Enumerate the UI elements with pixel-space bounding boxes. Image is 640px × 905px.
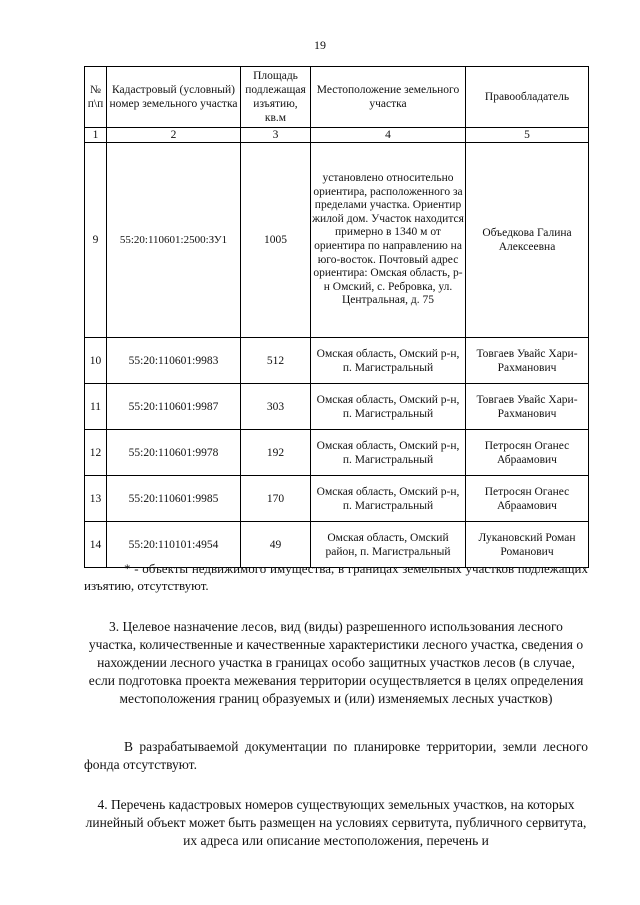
row-location: Омская область, Омский р-н, п. Магистральный bbox=[311, 430, 466, 476]
table-row bbox=[85, 476, 589, 522]
row-num: 13 bbox=[85, 476, 107, 522]
row-owner: Товгаев Увайс Хари-Рахманович bbox=[466, 384, 589, 430]
row-owner: Товгаев Увайс Хари-Рахманович bbox=[466, 338, 589, 384]
header-area: Площадь подлежащая изъятию, кв.м bbox=[241, 67, 311, 128]
row-area: 49 bbox=[241, 522, 311, 568]
row-cadastral: 55:20:110601:2500:ЗУ1 bbox=[107, 143, 241, 338]
section-3-text: В разрабатываемой документации по планировке территории, земли лесного фонда отсутствуют. bbox=[84, 739, 588, 772]
row-location: Омская область, Омский р-н, п. Магистральный bbox=[311, 338, 466, 384]
header-num: № п\п bbox=[85, 67, 107, 128]
row-num: 9 bbox=[85, 143, 107, 338]
row-cadastral: 55:20:110601:9985 bbox=[107, 476, 241, 522]
row-owner: Лукановский Роман Романович bbox=[466, 522, 589, 568]
row-location: Омская область, Омский р-н, п. Магистральный bbox=[311, 476, 466, 522]
column-number: 4 bbox=[311, 128, 466, 143]
row-owner: Петросян Оганес Абраамович bbox=[466, 476, 589, 522]
section-4-heading: 4. Перечень кадастровых номеров существующих земельных участков, на которых линейный объект может быть размещен на условиях сервитута, публичного сервитута, их адреса или описание местоположения, перечень и bbox=[85, 797, 587, 848]
row-num: 11 bbox=[85, 384, 107, 430]
row-location: установлено относительно ориентира, расположенного за пределами участка. Ориентир жилой дом. Участок находится примерно в 1340 м от ориентира по направлению на юго-восток. Почтовый адрес ориентира: Омская область, р-н Омский, с. Ребровка, ул. Центральная, д. 75 bbox=[311, 143, 466, 338]
table-row bbox=[85, 384, 589, 430]
row-num: 10 bbox=[85, 338, 107, 384]
section-3-heading: 3. Целевое назначение лесов, вид (виды) разрешенного использования лесного участка, количественные и качественные характеристики лесного участка, сведения о нахождении лесного участка в границах особо защитных участков лесов (в случае, если подготовка проекта межевания территории осуществляется в целях определения местоположения границ образуемых и (или) изменяемых лесных участков) bbox=[88, 619, 584, 706]
column-number: 5 bbox=[466, 128, 589, 143]
row-owner: Объедкова Галина Алексеевна bbox=[466, 143, 589, 338]
table-row bbox=[85, 338, 589, 384]
row-cadastral: 55:20:110601:9987 bbox=[107, 384, 241, 430]
page-number: 19 bbox=[314, 38, 326, 52]
header-owner: Правообладатель bbox=[466, 67, 589, 128]
row-num: 12 bbox=[85, 430, 107, 476]
row-area: 192 bbox=[241, 430, 311, 476]
row-num: 14 bbox=[85, 522, 107, 568]
row-cadastral: 55:20:110101:4954 bbox=[107, 522, 241, 568]
row-area: 1005 bbox=[241, 143, 311, 338]
row-area: 170 bbox=[241, 476, 311, 522]
table-row bbox=[85, 143, 589, 338]
table-row bbox=[85, 430, 589, 476]
table-footnote: * - объекты недвижимого имущества, в границах земельных участков подлежащих изъятию, отсутствуют. bbox=[84, 561, 588, 593]
row-location: Омская область, Омский район, п. Магистральный bbox=[311, 522, 466, 568]
column-number: 2 bbox=[107, 128, 241, 143]
column-number-row bbox=[85, 128, 589, 143]
header-location: Местоположение земельного участка bbox=[311, 67, 466, 128]
header-cadastral: Кадастровый (условный) номер земельного участка bbox=[107, 67, 241, 128]
table-header-row bbox=[85, 67, 589, 128]
column-number: 1 bbox=[85, 128, 107, 143]
row-area: 512 bbox=[241, 338, 311, 384]
column-number: 3 bbox=[241, 128, 311, 143]
row-owner: Петросян Оганес Абраамович bbox=[466, 430, 589, 476]
row-area: 303 bbox=[241, 384, 311, 430]
row-cadastral: 55:20:110601:9978 bbox=[107, 430, 241, 476]
row-cadastral: 55:20:110601:9983 bbox=[107, 338, 241, 384]
land-plots-table bbox=[84, 66, 589, 568]
row-location: Омская область, Омский р-н, п. Магистральный bbox=[311, 384, 466, 430]
